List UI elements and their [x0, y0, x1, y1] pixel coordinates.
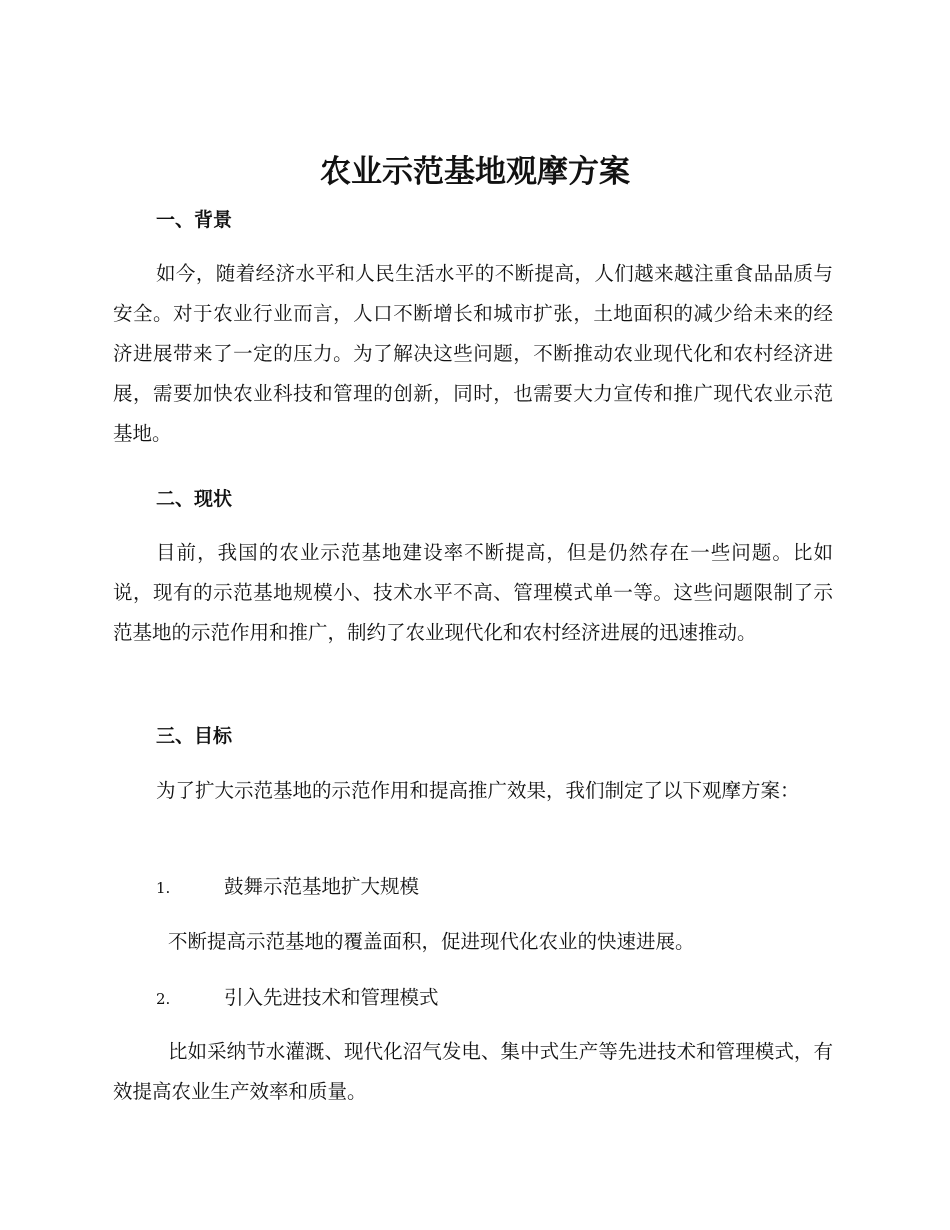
section-paragraph-background: 如今，随着经济水平和人民生活水平的不断提高，人们越来越注重食品品质与安全。对于农业行业而言，人口不断增长和城市扩张，土地面积的减少给未来的经济进展带来了一定的压力。为了解决这些问题，不断推动农业现代化和农村经济进展，需要加快农业科技和管理的创新，同时，也需要大力宣传和推广现代农业示范基地。 [113, 262, 833, 445]
list-item-detail-2: 比如采纳节水灌溉、现代化沼气发电、集中式生产等先进技术和管理模式，有效提高农业生产效率和质量。 [113, 1040, 833, 1103]
list-item-1 [156, 872, 419, 903]
list-item-detail-1: 不断提高示范基地的覆盖面积，促进现代化农业的快速进展。 [168, 930, 695, 953]
list-item-2 [156, 983, 439, 1014]
list-item-label: 引入先进技术和管理模式 [224, 986, 439, 1009]
section-heading-status: 二、现状 [156, 488, 233, 510]
list-item-number: 2. [156, 990, 171, 1008]
section-paragraph-goals: 为了扩大示范基地的示范作用和提高推广效果，我们制定了以下观摩方案： [156, 779, 800, 802]
list-item-label: 鼓舞示范基地扩大规模 [224, 875, 420, 898]
section-paragraph-status: 目前，我国的农业示范基地建设率不断提高，但是仍然存在一些问题。比如说，现有的示范基地规模小、技术水平不高、管理模式单一等。这些问题限制了示范基地的示范作用和推广，制约了农业现代化和农村经济进展的迅速推动。 [113, 541, 833, 644]
section-heading-goals: 三、目标 [156, 725, 233, 747]
section-heading-background: 一、背景 [156, 209, 233, 231]
list-item-number: 1. [156, 879, 171, 897]
document-title: 农业示范基地观摩方案 [320, 154, 630, 190]
